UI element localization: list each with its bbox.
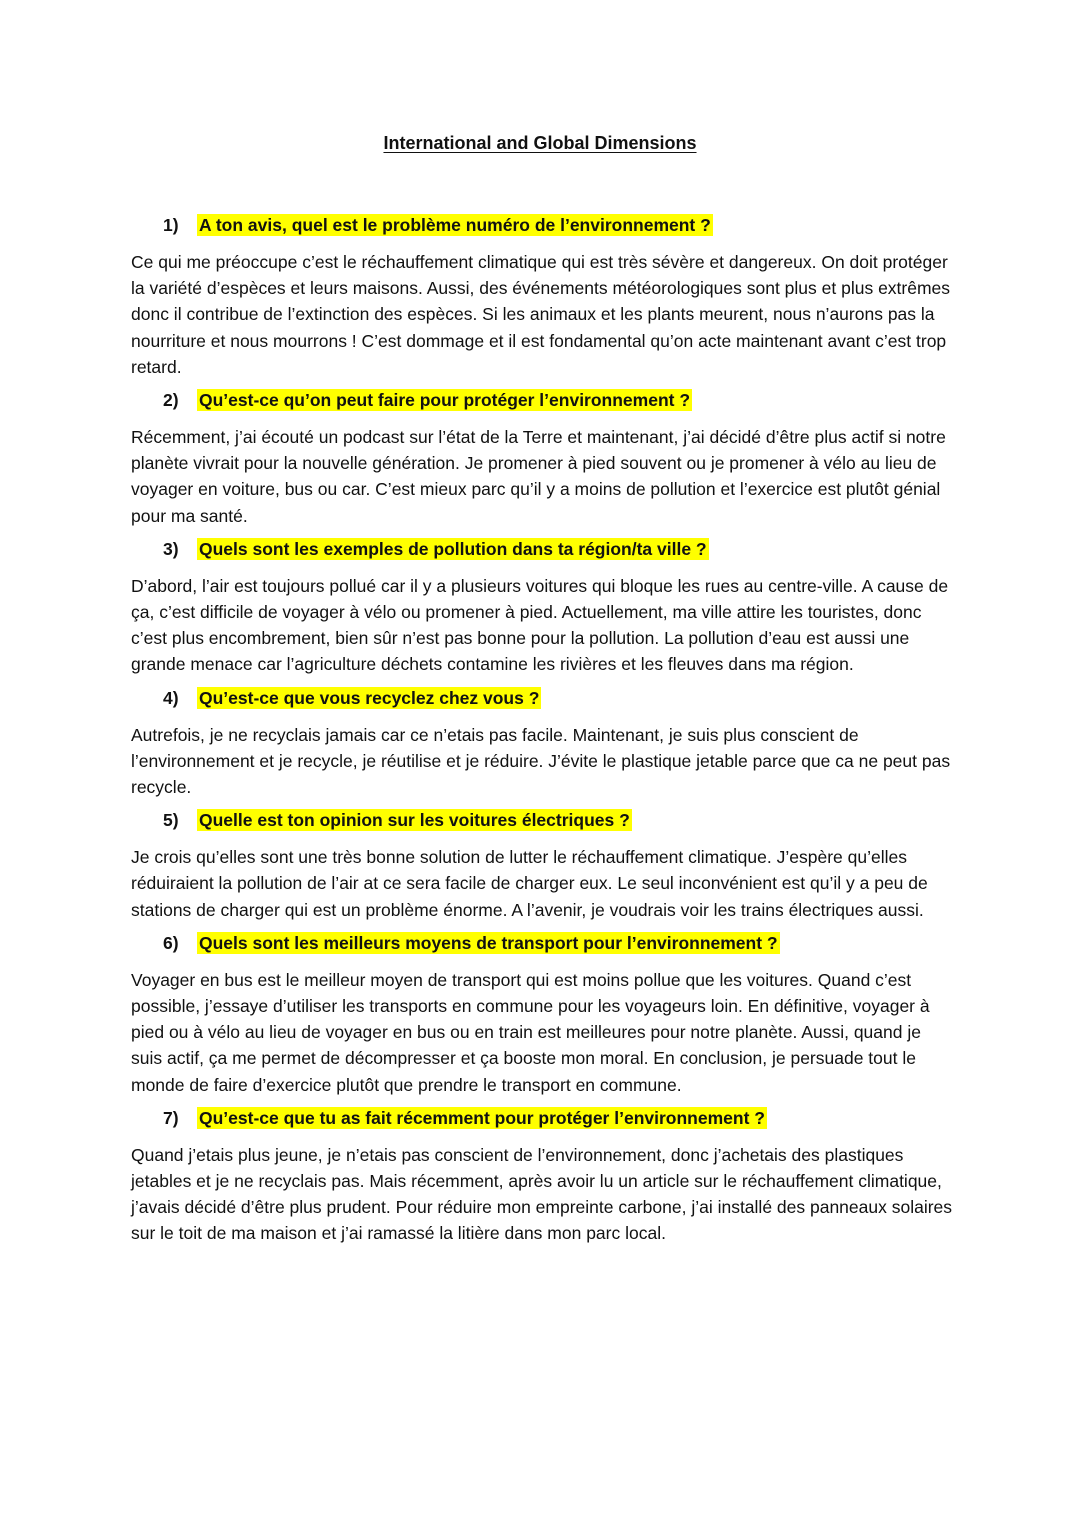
question-1 xyxy=(163,211,953,239)
qa-item-5 xyxy=(131,806,953,923)
question-number: 3) xyxy=(163,538,179,559)
qa-item-6 xyxy=(131,929,953,1098)
document-body xyxy=(131,211,953,1253)
question-6 xyxy=(163,929,953,957)
question-number: 4) xyxy=(163,687,179,708)
qa-item-3 xyxy=(131,535,953,678)
answer-1: Ce qui me préoccupe c’est le réchauffement climatique qui est très sévère et dangereux. On doit protéger la variété d’espèces et leurs maisons. Aussi, des événements météorologiques sont plus et plus extrêmes donc il contribue de l’extinction des espèces. Si les animaux et les plants meurent, nous n’aurons pas la nourriture et nous mourrons ! C’est dommage et il est fondamental qu’on acte maintenant avant c’est trop retard. xyxy=(131,252,951,377)
answer-6: Voyager en bus est le meilleur moyen de transport qui est moins pollue que les voitures. Quand c’est possible, j’essaye d’utiliser les transports en commune pour les voyageurs loin. En définitive, voyager à pied ou à vélo au lieu de voyager en bus ou en train est meilleures pour notre planète. Aussi, quand je suis actif, ça me permet de décompresser et ça booste mon moral. En conclusion, je persuade tout le monde de faire d’exercice plutôt que prendre le transport en commune. xyxy=(131,969,930,1095)
question-text: A ton avis, quel est le problème numéro de l’environnement ? xyxy=(199,215,711,235)
answer-2: Récemment, j’ai écouté un podcast sur l’état de la Terre et maintenant, j’ai décidé d’être plus actif si notre planète vivrait pour la nouvelle génération. Je promener à pied souvent ou je promener à vélo au lieu de voyager en voiture, bus ou car. C’est mieux parc qu’il y a moins de pollution et l’exercice est plutôt génial pour ma santé. xyxy=(131,427,946,526)
answer-3: D’abord, l’air est toujours pollué car il y a plusieurs voitures qui bloque les rues au centre-ville. A cause de ça, c’est difficile de voyager à vélo ou promener à pied. Actuellement, ma ville attire les touristes, donc c’est plus encombrement, bien sûr n’est pas bonne pour la pollution. La pollution d’eau est aussi une grande menace car l’agriculture déchets contamine les rivières et les fleuves dans ma région. xyxy=(131,575,949,675)
qa-item-4 xyxy=(131,684,953,801)
question-7 xyxy=(163,1104,953,1132)
question-text: Quelle est ton opinion sur les voitures électriques ? xyxy=(199,810,630,831)
question-number: 2) xyxy=(163,390,179,411)
question-text: Quels sont les meilleurs moyens de transport pour l’environnement ? xyxy=(199,932,778,953)
question-2 xyxy=(163,386,953,414)
question-text: Qu’est-ce que vous recyclez chez vous ? xyxy=(199,687,540,708)
question-text: Quels sont les exemples de pollution dans ta région/ta ville ? xyxy=(199,538,707,559)
question-number: 1) xyxy=(163,215,179,235)
question-4 xyxy=(163,684,953,712)
answer-4: Autrefois, je ne recyclais jamais car ce n’etais pas facile. Maintenant, je suis plus conscient de l’environnement et je recycle, je réutilise et je réduire. J’évite le plastique jetable parce que ca ne peut pas recycle. xyxy=(131,724,951,798)
question-3 xyxy=(163,535,953,563)
qa-item-1 xyxy=(131,211,953,380)
document-title xyxy=(0,131,1080,155)
qa-item-2 xyxy=(131,386,953,529)
question-number: 7) xyxy=(163,1107,179,1128)
answer-7: Quand j’etais plus jeune, je n’etais pas conscient de l’environnement, donc j’achetais des plastiques jetables et je ne recyclais pas. Mais récemment, après avoir lu un article sur le réchauffement climatique, j’avais décidé d’être plus prudent. Pour réduire mon empreinte carbone, j’ai installé des panneaux solaires sur le toit de ma maison et j’ai ramassé la litière dans mon parc local. xyxy=(131,1144,953,1244)
question-text: Qu’est-ce que tu as fait récemment pour protéger l’environnement ? xyxy=(199,1107,765,1128)
qa-item-7 xyxy=(131,1104,953,1247)
question-number: 6) xyxy=(163,932,179,953)
answer-5: Je crois qu’elles sont une très bonne solution de lutter le réchauffement climatique. J’espère qu’elles réduiraient la pollution de l’air at ce sera facile de charger eux. Le seul inconvénient est qu’il y a peu de stations de charger qui est un problème énorme. A l’avenir, je voudrais voir les trains électriques aussi. xyxy=(131,847,928,920)
question-5 xyxy=(163,806,953,834)
question-text: Qu’est-ce qu’on peut faire pour protéger l’environnement ? xyxy=(199,390,691,411)
document-title-text: International and Global Dimensions xyxy=(383,133,697,153)
question-number: 5) xyxy=(163,810,179,831)
